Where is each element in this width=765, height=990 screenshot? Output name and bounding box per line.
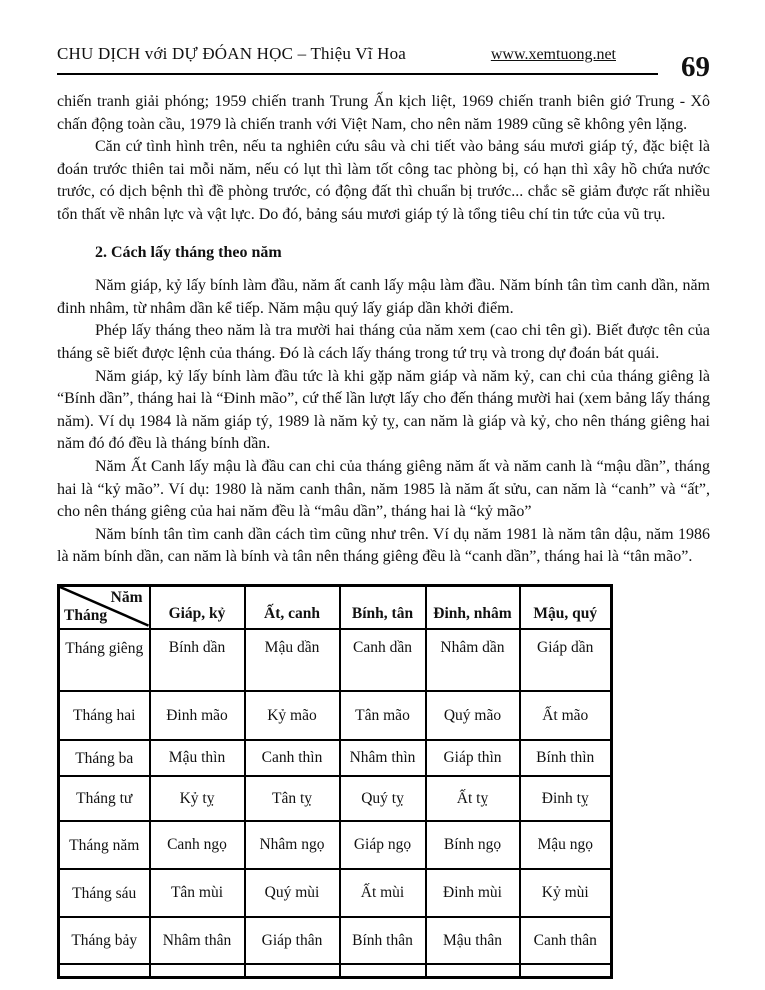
table-cell: Canh ngọ — [150, 821, 245, 869]
table-cell: Tân mùi — [150, 869, 245, 917]
column-header: Giáp, kỷ — [150, 585, 245, 629]
paragraph: Năm giáp, kỷ lấy bính làm đầu, năm ất canh lấy mậu làm đầu. Năm bính tân tìm canh dần, năm đinh nhâm, từ nhâm dần kể tiếp. Năm mậu quý lấy giáp dần khởi điểm. — [57, 277, 710, 317]
column-header: Bính, tân — [340, 585, 426, 629]
table-cell: Bính ngọ — [426, 821, 520, 869]
table-cell: Đinh tỵ — [520, 776, 612, 821]
table-cell: Bính thân — [340, 917, 426, 964]
table-cell: Nhâm ngọ — [245, 821, 340, 869]
table-row — [59, 821, 612, 869]
table-cell: Kỷ mùi — [520, 869, 612, 917]
month-year-table — [57, 584, 613, 979]
table-row — [59, 917, 612, 964]
month-label: Tháng giêng — [59, 629, 150, 691]
table-cell: Giáp dần — [520, 629, 612, 691]
table-cell: Tân tỵ — [245, 776, 340, 821]
table-cell: Ất mão — [520, 691, 612, 740]
column-header: Đinh, nhâm — [426, 585, 520, 629]
table-cell: Canh thìn — [245, 740, 340, 776]
table-row-empty — [59, 964, 612, 977]
paragraph: chiến tranh giải phóng; 1959 chiến tranh Trung Ấn kịch liệt, 1969 chiến tranh biên giớ Trung - Xô chấn động toàn cầu, 1979 là chiến tranh với Việt Nam, cho nên năm 1989 cũng sẽ không yên lặng. — [57, 93, 710, 133]
table-cell: Kỷ tỵ — [150, 776, 245, 821]
table-cell: Bính thìn — [520, 740, 612, 776]
book-title: CHU DỊCH với DỰ ĐÓAN HỌC – Thiệu Vĩ Hoa — [57, 44, 407, 63]
table-cell: Bính dần — [150, 629, 245, 691]
paragraph: Năm bính tân tìm canh dần cách tìm cũng như trên. Ví dụ năm 1981 là năm tân dậu, năm 1986 là năm bính dần, can năm là bính và tân nên tháng giêng đều là “canh dần”, tháng hai là “tân mão”. — [57, 525, 710, 566]
table-cell: Nhâm thân — [150, 917, 245, 964]
column-header: Ất, canh — [245, 585, 340, 629]
body-text — [57, 91, 710, 569]
table-cell: Ất tỵ — [426, 776, 520, 821]
corner-label-month: Tháng — [64, 607, 108, 625]
month-label: Tháng ba — [59, 740, 150, 776]
table-cell: Mậu ngọ — [520, 821, 612, 869]
table-cell: Kỷ mão — [245, 691, 340, 740]
table-row — [59, 869, 612, 917]
table-cell: Tân mão — [340, 691, 426, 740]
table-cell — [340, 964, 426, 977]
table-cell: Mậu thìn — [150, 740, 245, 776]
paragraph: Phép lấy tháng theo năm là tra mười hai tháng của năm xem (cao chi tên gì). Biết được tên của tháng sẽ biết được lệnh của tháng. Đó là cách lấy tháng trong tứ trụ và trong dự đoán bát quái. — [57, 322, 710, 362]
website-url: www.xemtuong.net — [490, 46, 616, 63]
header-rule — [57, 44, 658, 75]
corner-label-year: Năm — [110, 588, 143, 606]
table-cell — [520, 964, 612, 977]
month-label: Tháng tư — [59, 776, 150, 821]
table-cell: Quý mùi — [245, 869, 340, 917]
table-cell: Quý mão — [426, 691, 520, 740]
table-cell — [59, 964, 150, 977]
table-cell: Mậu thân — [426, 917, 520, 964]
table-header-row — [59, 585, 612, 629]
page-number: 69 — [681, 51, 710, 83]
table-cell: Giáp thân — [245, 917, 340, 964]
table-row — [59, 629, 612, 691]
paragraph: Năm giáp, kỷ lấy bính làm đầu tức là khi gặp năm giáp và năm kỷ, can chi của tháng giêng là “Bính dần”, tháng hai là “Đinh mão”, cứ thế lần lượt lấy cho đến tháng mười hai (xem bảng lấy tháng năm). Ví dụ 1984 là năm giáp tý, 1989 là năm kỷ tỵ, can năm là giáp và kỷ, cho nên tháng giêng hai năm đó đó đều là tháng bính dần. — [57, 367, 710, 453]
table-cell: Giáp thìn — [426, 740, 520, 776]
column-header: Mậu, quý — [520, 585, 612, 629]
table-cell — [150, 964, 245, 977]
table-row — [59, 740, 612, 776]
section-heading: 2. Cách lấy tháng theo năm — [95, 243, 282, 261]
table-cell: Canh thân — [520, 917, 612, 964]
table-cell: Giáp ngọ — [340, 821, 426, 869]
table-row — [59, 776, 612, 821]
table-cell: Nhâm thìn — [340, 740, 426, 776]
table-cell: Quý tỵ — [340, 776, 426, 821]
table-corner-cell — [59, 585, 150, 629]
table-cell: Nhâm dần — [426, 629, 520, 691]
table-cell — [245, 964, 340, 977]
paragraph: Năm Ất Canh lấy mậu là đầu can chi của tháng giêng năm ất và năm canh là “mậu dần”, tháng hai là “kỷ mão”. Ví dụ: 1980 là năm canh thân, năm 1985 là năm ất sửu, can năm là “canh” và “ất”, cho nên tháng giêng của hai năm đều là “mâu dần”, tháng hai là “kỷ mão” — [57, 457, 710, 521]
month-label: Tháng hai — [59, 691, 150, 740]
table-cell: Ất mùi — [340, 869, 426, 917]
paragraph: Căn cứ tình hình trên, nếu ta nghiên cứu sâu và chi tiết vào bảng sáu mươi giáp tý, đặc biệt là đoán trước thiên tai mỗi năm, nếu có lụt thì làm tốt công tac phòng bị, có hạn thì xây hồ chứa nước trước, có dịch bệnh thì đề phòng trước, có động đất thì chuẩn bị trước... chắc sẽ giảm được rất nhiều tổn thất về nhân lực và vật lực. Do đó, bảng sáu mươi giáp tý là tổng tiêu chí tin tức của vũ trụ. — [57, 138, 710, 223]
table-row — [59, 691, 612, 740]
month-label: Tháng sáu — [59, 869, 150, 917]
table-cell: Canh dần — [340, 629, 426, 691]
month-label: Tháng bảy — [59, 917, 150, 964]
table-cell: Đinh mùi — [426, 869, 520, 917]
table-cell: Mậu dần — [245, 629, 340, 691]
table-cell — [426, 964, 520, 977]
month-label: Tháng năm — [59, 821, 150, 869]
table-cell: Đinh mão — [150, 691, 245, 740]
page-header — [57, 44, 710, 82]
